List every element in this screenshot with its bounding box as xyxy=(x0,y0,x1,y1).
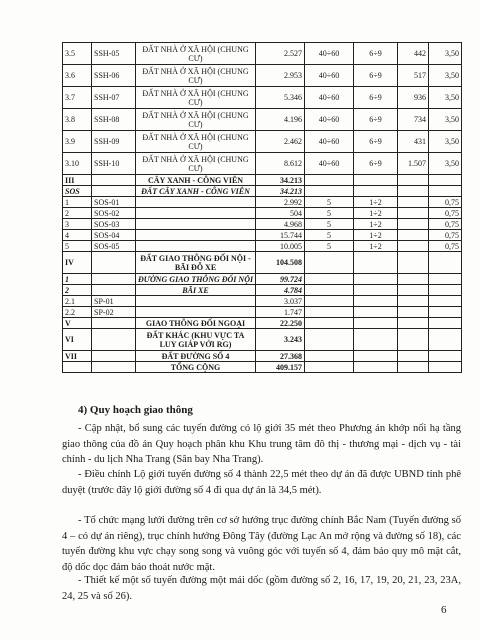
cell-coef: 3,50 xyxy=(429,153,462,175)
cell-units xyxy=(398,219,429,230)
cell-coef xyxy=(429,318,462,329)
cell-density: 40÷60 xyxy=(305,153,354,175)
cell-units: 734 xyxy=(398,109,429,131)
cell-code xyxy=(92,186,136,197)
cell-units xyxy=(398,197,429,208)
cell-code xyxy=(92,274,136,285)
table-row xyxy=(63,296,462,307)
cell-units xyxy=(398,252,429,274)
cell-name: ĐƯỜNG GIAO THÔNG ĐỐI NỘI xyxy=(136,274,256,285)
cell-area: 5.346 xyxy=(256,87,305,109)
cell-index: 2.1 xyxy=(63,296,92,307)
cell-area: 99.724 xyxy=(256,274,305,285)
cell-name xyxy=(136,219,256,230)
cell-code xyxy=(92,175,136,186)
cell-code xyxy=(92,318,136,329)
cell-index: 4 xyxy=(63,230,92,241)
cell-name: TỔNG CỘNG xyxy=(136,362,256,373)
cell-coef xyxy=(429,307,462,318)
cell-index: 1 xyxy=(63,274,92,285)
cell-index: 5 xyxy=(63,241,92,252)
cell-units xyxy=(398,285,429,296)
cell-coef xyxy=(429,296,462,307)
table-row xyxy=(63,307,462,318)
cell-index: 3.10 xyxy=(63,153,92,175)
cell-coef xyxy=(429,362,462,373)
cell-area: 10.005 xyxy=(256,241,305,252)
cell-name: BÃI XE xyxy=(136,285,256,296)
cell-density: 40÷60 xyxy=(305,87,354,109)
cell-area: 104.508 xyxy=(256,252,305,274)
cell-units xyxy=(398,186,429,197)
cell-floors: 6÷9 xyxy=(354,87,398,109)
cell-code: SSH-09 xyxy=(92,131,136,153)
cell-coef: 3,50 xyxy=(429,87,462,109)
cell-index xyxy=(63,362,92,373)
section-heading: 4) Quy hoạch giao thông xyxy=(78,404,193,416)
cell-name: ĐẤT NHÀ Ở XÃ HỘI (CHUNG CƯ) xyxy=(136,65,256,87)
cell-index: 2.2 xyxy=(63,307,92,318)
cell-density xyxy=(305,362,354,373)
cell-index: 2 xyxy=(63,285,92,296)
table-row xyxy=(63,87,462,109)
cell-coef xyxy=(429,285,462,296)
cell-density: 5 xyxy=(305,230,354,241)
cell-area: 2.992 xyxy=(256,197,305,208)
cell-index: 2 xyxy=(63,208,92,219)
cell-coef xyxy=(429,351,462,362)
cell-area: 15.744 xyxy=(256,230,305,241)
cell-name: CÂY XANH - CÔNG VIÊN xyxy=(136,175,256,186)
cell-units xyxy=(398,175,429,186)
cell-name: ĐẤT KHÁC (KHU VỰC TA LUY GIÁP VỚI RG) xyxy=(136,329,256,351)
paragraph-2: - Điều chỉnh Lộ giới tuyến đường số 4 thành 22,5 mét theo dự án đã được UBND tỉnh phê duyệt (trước đây lộ giới đường số 4 đi qua dự án là 34,5 mét). xyxy=(62,469,461,496)
cell-code xyxy=(92,252,136,274)
cell-code: SOS-01 xyxy=(92,197,136,208)
cell-density xyxy=(305,285,354,296)
cell-coef xyxy=(429,274,462,285)
cell-density xyxy=(305,252,354,274)
table-row xyxy=(63,186,462,197)
cell-units: 936 xyxy=(398,87,429,109)
table-row xyxy=(63,252,462,274)
cell-area: 2.462 xyxy=(256,131,305,153)
cell-units: 517 xyxy=(398,65,429,87)
cell-floors xyxy=(354,351,398,362)
cell-index: 3.5 xyxy=(63,43,92,65)
cell-coef xyxy=(429,329,462,351)
table-row xyxy=(63,153,462,175)
cell-code: SSH-08 xyxy=(92,109,136,131)
cell-density: 5 xyxy=(305,208,354,219)
cell-index: 3.7 xyxy=(63,87,92,109)
cell-area: 409.157 xyxy=(256,362,305,373)
cell-floors xyxy=(354,175,398,186)
cell-density xyxy=(305,296,354,307)
cell-coef: 0,75 xyxy=(429,208,462,219)
cell-area: 3.037 xyxy=(256,296,305,307)
cell-area: 3.243 xyxy=(256,329,305,351)
cell-code xyxy=(92,285,136,296)
cell-name: ĐẤT NHÀ Ở XÃ HỘI (CHUNG CƯ) xyxy=(136,43,256,65)
cell-density xyxy=(305,175,354,186)
cell-index: SOS xyxy=(63,186,92,197)
cell-units: 442 xyxy=(398,43,429,65)
cell-floors xyxy=(354,362,398,373)
table-row xyxy=(63,230,462,241)
cell-units: 431 xyxy=(398,131,429,153)
cell-density: 40÷60 xyxy=(305,131,354,153)
cell-floors xyxy=(354,186,398,197)
cell-coef xyxy=(429,186,462,197)
cell-area: 4.968 xyxy=(256,219,305,230)
cell-code xyxy=(92,362,136,373)
cell-index: 3.8 xyxy=(63,109,92,131)
cell-name xyxy=(136,230,256,241)
cell-coef: 3,50 xyxy=(429,65,462,87)
cell-name: ĐẤT CÂY XANH - CÔNG VIÊN xyxy=(136,186,256,197)
cell-coef xyxy=(429,175,462,186)
land-use-table xyxy=(62,42,462,373)
cell-coef: 0,75 xyxy=(429,241,462,252)
cell-name xyxy=(136,197,256,208)
cell-coef: 0,75 xyxy=(429,197,462,208)
cell-units: 1.507 xyxy=(398,153,429,175)
cell-units xyxy=(398,230,429,241)
cell-density: 40÷60 xyxy=(305,109,354,131)
cell-units xyxy=(398,241,429,252)
cell-area: 34.213 xyxy=(256,175,305,186)
cell-name xyxy=(136,241,256,252)
cell-density xyxy=(305,318,354,329)
cell-density xyxy=(305,274,354,285)
cell-floors: 1÷2 xyxy=(354,208,398,219)
cell-floors: 6÷9 xyxy=(354,109,398,131)
cell-floors xyxy=(354,296,398,307)
cell-code: SP-02 xyxy=(92,307,136,318)
cell-area: 2.527 xyxy=(256,43,305,65)
paragraph-4: - Thiết kế một số tuyến đường một mái dốc (gồm đường số 2, 16, 17, 19, 20, 21, 23, 23A, 24, 25 và số 26). xyxy=(62,575,461,602)
cell-density xyxy=(305,186,354,197)
cell-floors: 1÷2 xyxy=(354,230,398,241)
cell-name: ĐẤT NHÀ Ở XÃ HỘI (CHUNG CƯ) xyxy=(136,87,256,109)
cell-name: ĐẤT NHÀ Ở XÃ HỘI (CHUNG CƯ) xyxy=(136,131,256,153)
cell-units xyxy=(398,318,429,329)
table-row xyxy=(63,109,462,131)
cell-index: 3 xyxy=(63,219,92,230)
cell-density xyxy=(305,307,354,318)
cell-units xyxy=(398,208,429,219)
cell-floors: 6÷9 xyxy=(354,153,398,175)
cell-area: 22.250 xyxy=(256,318,305,329)
cell-floors: 6÷9 xyxy=(354,131,398,153)
cell-floors xyxy=(354,252,398,274)
table-row xyxy=(63,362,462,373)
cell-name xyxy=(136,307,256,318)
cell-index: 1 xyxy=(63,197,92,208)
cell-code: SSH-10 xyxy=(92,153,136,175)
cell-coef xyxy=(429,252,462,274)
paragraph-3: - Tổ chức mạng lưới đường trên cơ sở hướng trục đường chính Bắc Nam (Tuyến đường số 4 – có dự án riêng), trục chính hướng Đông Tây (đường Lạc An mở rộng và đường số 18), các tuyến đường khu vực chạy song song và vuông góc với tuyến số 4, đảm bảo quy mô mặt cắt, độ dốc dọc đảm bảo thoát nước mặt. xyxy=(62,515,461,573)
cell-name: ĐẤT NHÀ Ở XÃ HỘI (CHUNG CƯ) xyxy=(136,109,256,131)
table-row xyxy=(63,351,462,362)
table-row xyxy=(63,219,462,230)
table-row xyxy=(63,197,462,208)
cell-name xyxy=(136,208,256,219)
cell-area: 8.612 xyxy=(256,153,305,175)
cell-code: SP-01 xyxy=(92,296,136,307)
cell-density: 40÷60 xyxy=(305,65,354,87)
table-row xyxy=(63,241,462,252)
cell-units xyxy=(398,296,429,307)
cell-density: 5 xyxy=(305,219,354,230)
cell-density: 40÷60 xyxy=(305,43,354,65)
cell-code: SOS-05 xyxy=(92,241,136,252)
cell-floors: 6÷9 xyxy=(354,43,398,65)
table-row xyxy=(63,274,462,285)
cell-density xyxy=(305,351,354,362)
cell-floors xyxy=(354,318,398,329)
cell-floors: 1÷2 xyxy=(354,241,398,252)
cell-code: SOS-04 xyxy=(92,230,136,241)
cell-area: 27.368 xyxy=(256,351,305,362)
cell-coef: 0,75 xyxy=(429,230,462,241)
cell-index: 3.6 xyxy=(63,65,92,87)
cell-index: 3.9 xyxy=(63,131,92,153)
cell-coef: 3,50 xyxy=(429,43,462,65)
cell-code: SOS-03 xyxy=(92,219,136,230)
cell-units xyxy=(398,362,429,373)
cell-floors: 1÷2 xyxy=(354,219,398,230)
cell-name xyxy=(136,296,256,307)
cell-floors xyxy=(354,274,398,285)
cell-floors: 1÷2 xyxy=(354,197,398,208)
cell-density xyxy=(305,329,354,351)
cell-code: SOS-02 xyxy=(92,208,136,219)
cell-code: SSH-06 xyxy=(92,65,136,87)
cell-code: SSH-07 xyxy=(92,87,136,109)
cell-name: ĐẤT GIAO THÔNG ĐỐI NỘI - BÃI ĐỖ XE xyxy=(136,252,256,274)
cell-area: 1.747 xyxy=(256,307,305,318)
cell-code xyxy=(92,351,136,362)
cell-units xyxy=(398,329,429,351)
cell-code: SSH-05 xyxy=(92,43,136,65)
table-row xyxy=(63,318,462,329)
table-row xyxy=(63,65,462,87)
cell-coef: 3,50 xyxy=(429,131,462,153)
cell-floors xyxy=(354,285,398,296)
cell-density: 5 xyxy=(305,241,354,252)
cell-floors xyxy=(354,329,398,351)
cell-density: 5 xyxy=(305,197,354,208)
table-row xyxy=(63,175,462,186)
cell-code xyxy=(92,329,136,351)
table-row xyxy=(63,131,462,153)
cell-area: 4.196 xyxy=(256,109,305,131)
cell-floors xyxy=(354,307,398,318)
table-row xyxy=(63,208,462,219)
cell-name: ĐẤT NHÀ Ở XÃ HỘI (CHUNG CƯ) xyxy=(136,153,256,175)
cell-area: 504 xyxy=(256,208,305,219)
cell-index: VI xyxy=(63,329,92,351)
cell-units xyxy=(398,307,429,318)
cell-coef: 0,75 xyxy=(429,219,462,230)
paragraph-1: - Cập nhật, bổ sung các tuyến đường có lộ giới 35 mét theo Phương án khớp nối hạ tầng giao thông của đồ án Quy hoạch phân khu Khu trung tâm đô thị - thương mại - dịch vụ - tài chính - du lịch Nha Trang (Sân bay Nha Trang). xyxy=(62,423,461,465)
cell-index: IV xyxy=(63,252,92,274)
page-number: 6 xyxy=(441,604,447,616)
table-row xyxy=(63,285,462,296)
table-row xyxy=(63,329,462,351)
cell-area: 34.213 xyxy=(256,186,305,197)
cell-area: 2.953 xyxy=(256,65,305,87)
cell-index: VII xyxy=(63,351,92,362)
cell-index: III xyxy=(63,175,92,186)
table-row xyxy=(63,43,462,65)
cell-units xyxy=(398,274,429,285)
cell-name: GIAO THÔNG ĐỐI NGOẠI xyxy=(136,318,256,329)
cell-area: 4.784 xyxy=(256,285,305,296)
cell-floors: 6÷9 xyxy=(354,65,398,87)
cell-name: ĐẤT ĐƯỜNG SỐ 4 xyxy=(136,351,256,362)
cell-units xyxy=(398,351,429,362)
cell-index: V xyxy=(63,318,92,329)
cell-coef: 3,50 xyxy=(429,109,462,131)
